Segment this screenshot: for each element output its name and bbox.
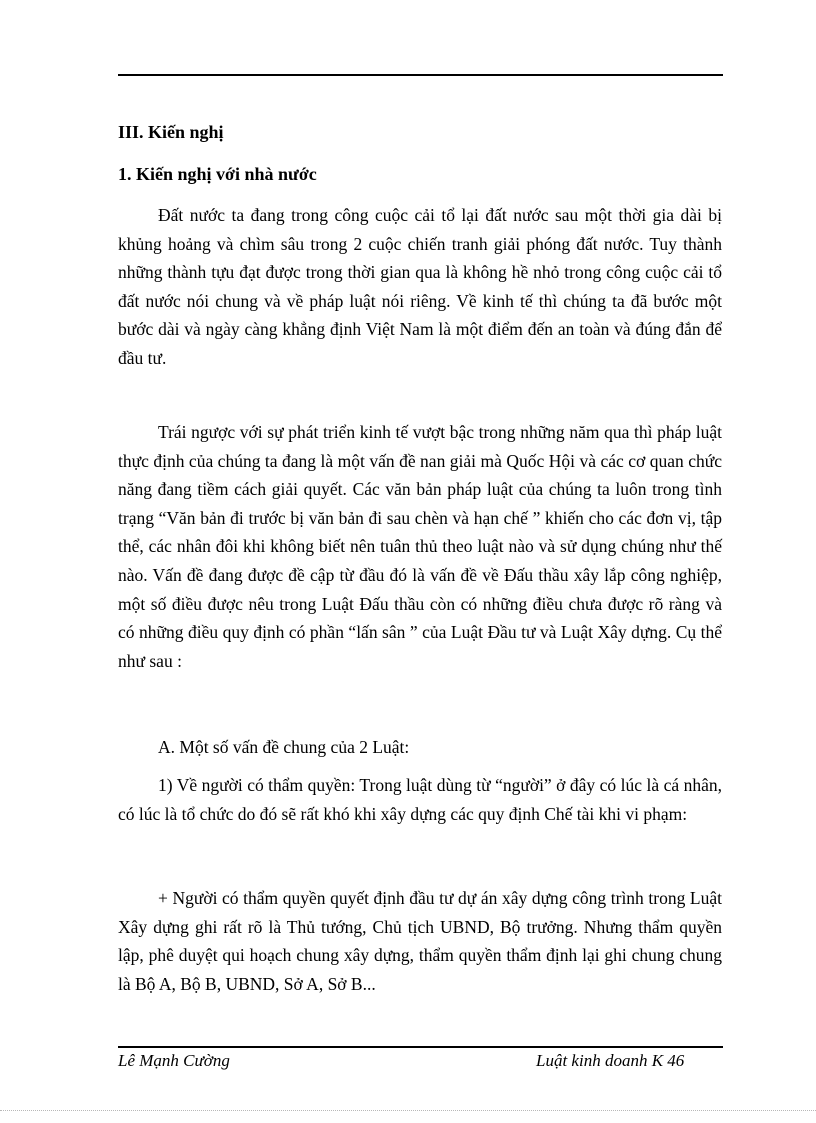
section-heading: III. Kiến nghị [118, 122, 224, 142]
subsection-heading: 1. Kiến nghị với nhà nước [118, 164, 317, 184]
paragraph-bullet: + Người có thẩm quyền quyết định đầu tư dự án xây dựng công trình trong Luật Xây dựng ghi rất rõ là Thủ tướng, Chủ tịch UBND, Bộ trưởng. Nhưng thẩm quyền lập, phê duyệt qui hoạch chung xây dựng, thẩm quyền thẩm định lại ghi chung chung là Bộ A, Bộ B, UBND, Sở A, Sở B... [118, 888, 722, 994]
footer-author: Lê Mạnh Cường [118, 1051, 230, 1070]
header-rule [118, 74, 723, 76]
footer-course: Luật kinh doanh K 46 [536, 1051, 685, 1070]
paragraph-item-1: 1) Về người có thẩm quyền: Trong luật dùng từ “người” ở đây có lúc là cá nhân, có lúc là tổ chức do đó sẽ rất khó khi xây dựng các quy định Chế tài khi vi phạm: [118, 775, 722, 824]
paragraph-point-a: A. Một số vấn đề chung của 2 Luật: [158, 737, 410, 757]
paragraph-legal-issues: Trái ngược với sự phát triển kinh tế vượt bậc trong những năm qua thì pháp luật thực định của chúng ta đang là một vấn đề nan giải mà Quốc Hội và các cơ quan chức năng đang tiềm cách giải quyết. Các văn bản pháp luật của chúng ta luôn trong tình trạng “Văn bản đi trước bị văn bản đi sau chèn và hạn chế ” khiến cho các đơn vị, tập thể, các nhân đôi khi không biết nên tuân thủ theo luật nào và sử dụng chúng như thế nào. Vấn đề đang được đề cập từ đầu đó là vấn đề về Đấu thầu xây lắp công nghiệp, một số điều được nêu trong Luật Đấu thầu còn có những điều chưa được rõ ràng và có những điều quy định có phần “lấn sân ” của Luật Đầu tư và Luật Xây dựng. Cụ thể như sau : [118, 422, 722, 671]
footer-rule [118, 1046, 723, 1048]
paragraph-intro: Đất nước ta đang trong công cuộc cải tổ lại đất nước sau một thời gia dài bị khủng hoảng và chìm sâu trong 2 cuộc chiến tranh giải phóng đất nước. Tuy thành những thành tựu đạt được trong thời gian qua là không hề nhỏ trong công cuộc cải tổ đất nước nói chung và về pháp luật nói riêng. Về kinh tế thì chúng ta đã bước một bước dài và ngày càng khẳng định Việt Nam là một điểm đến an toàn và đúng đắn để đầu tư. [118, 205, 722, 368]
page-bottom-divider [0, 1110, 816, 1111]
